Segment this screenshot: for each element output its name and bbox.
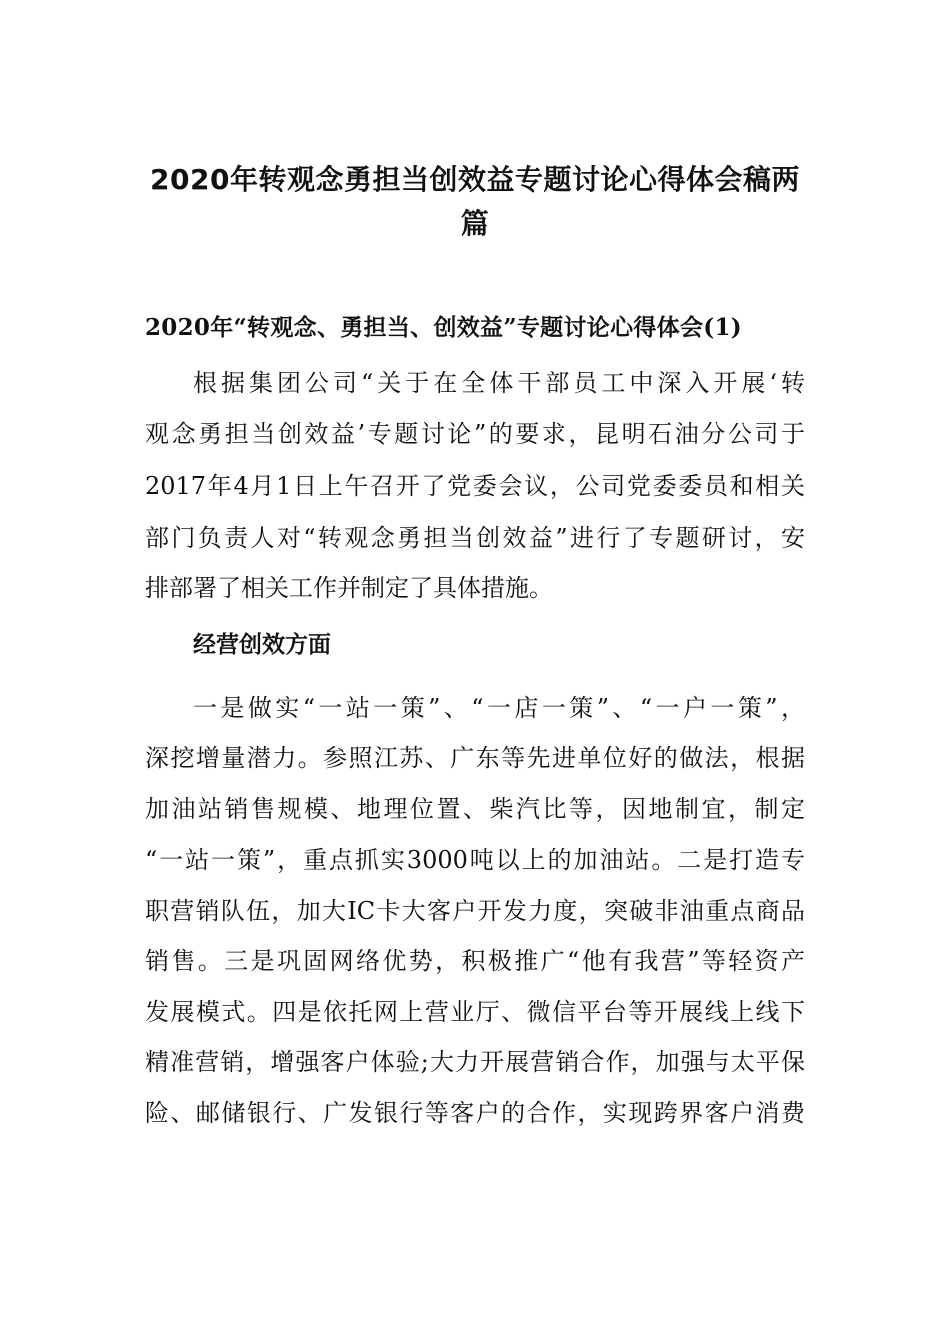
title-line-2: 篇 [460,207,490,240]
paragraph-line: 观念勇担当创效益’专题讨论”的要求，昆明石油分公司于 [145,420,805,448]
paragraph-line: 2017年4月1日上午召开了党委会议，公司党委委员和相关 [145,472,805,500]
paragraph-line: 销售。三是巩固网络优势，积极推广“他有我营”等轻资产 [145,947,805,975]
document-subtitle: 2020年“转观念、勇担当、创效益”专题讨论心得体会(1) [145,314,742,341]
paragraph-line: 一是做实“一站一策”、“一店一策”、“一户一策”， [193,694,805,722]
paragraph-line: 发展模式。四是依托网上营业厅、微信平台等开展线上线下 [145,998,805,1026]
paragraph-line: “一站一策”，重点抓实3000吨以上的加油站。二是打造专 [145,846,805,874]
title-line-1: 2020年转观念勇担当创效益专题讨论心得体会稿两 [150,163,800,196]
paragraph-line: 排部署了相关工作并制定了具体措施。 [145,574,553,602]
paragraph-line: 部门负责人对“转观念勇担当创效益”进行了专题研讨，安 [145,524,805,552]
paragraph-line: 根据集团公司“关于在全体干部员工中深入开展‘转 [193,369,805,397]
paragraph-line: 精准营销，增强客户体验;大力开展营销合作，加强与太平保 [145,1048,805,1076]
paragraph-line: 深挖增量潜力。参照江苏、广东等先进单位好的做法，根据 [145,744,805,772]
section-heading: 经营创效方面 [193,631,331,658]
paragraph-line: 险、邮储银行、广发银行等客户的合作，实现跨界客户消费 [145,1099,805,1127]
paragraph-line: 加油站销售规模、地理位置、柴汽比等，因地制宜，制定 [145,795,805,823]
paragraph-line: 职营销队伍，加大IC卡大客户开发力度，突破非油重点商品 [145,897,805,925]
document-title [110,158,840,246]
